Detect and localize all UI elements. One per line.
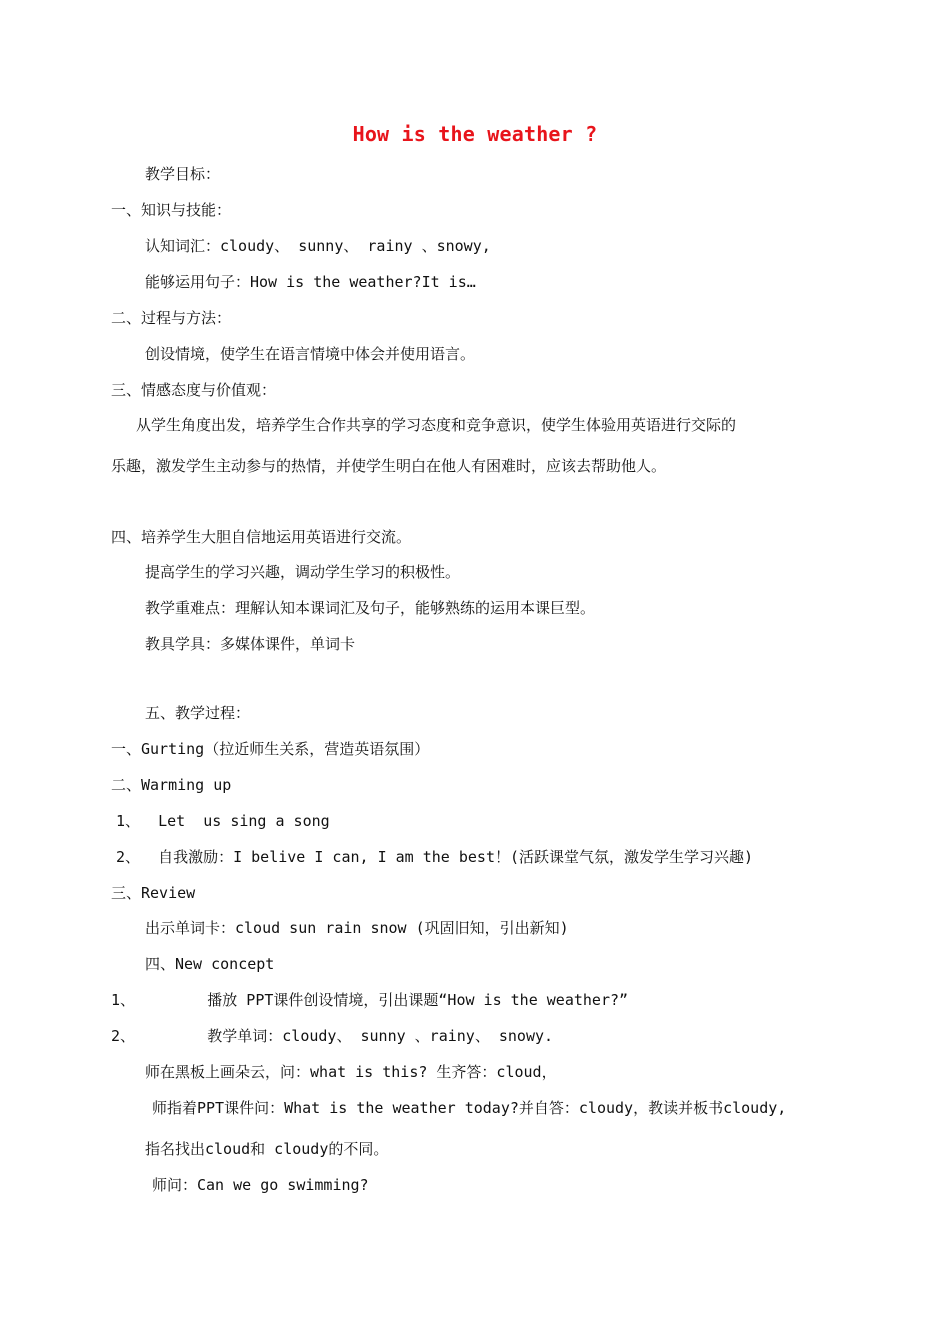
teacher-asks-swimming: 师问：Can we go swimming? [152,1176,369,1194]
find-difference-line: 指名找出cloud和 cloudy的不同。 [145,1140,389,1158]
review-text: 出示单词卡：cloud sun rain snow (巩固旧知，引出新知) [145,919,569,937]
warming-item-1: 1、 Let us sing a song [116,812,330,830]
interest-line: 提高学生的学习兴趣，调动学生学习的积极性。 [145,563,461,581]
teacher-draws-cloud: 师在黑板上画朵云，问：what is this? 生齐答：cloud， [145,1063,557,1081]
teaching-aids-line: 教具学具：多媒体课件，单词卡 [145,635,356,653]
warming-item-2: 2、 自我激励：I belive I can, I am the best！(活跃课堂气氛，激发学生学习兴趣) [116,848,754,866]
section-knowledge-skills: 一、知识与技能： [111,201,232,219]
step-new-concept: 四、New concept [145,955,275,973]
sentence-line: 能够运用句子：How is the weather?It is… [145,273,476,291]
step-greeting: 一、Gurting（拉近师生关系，营造英语氛围） [111,740,430,758]
page-title: How is the weather ? [352,122,598,146]
step-review: 三、Review [111,884,196,902]
section-process-method: 二、过程与方法： [111,309,232,327]
teaching-goals-heading: 教学目标： [145,165,221,183]
key-points-line: 教学重难点：理解认知本课词汇及句子，能够熟练的运用本课巨型。 [145,599,596,617]
emotion-values-text-2: 乐趣，激发学生主动参与的热情，并使学生明白在他人有困难时，应该去帮助他人。 [111,457,667,475]
new-concept-item-1: 1、 播放 PPT课件创设情境，引出课题“How is the weather?” [111,991,629,1009]
process-method-text: 创设情境，使学生在语言情境中体会并使用语言。 [145,345,476,363]
step-warming-up: 二、Warming up [111,776,232,794]
teacher-points-ppt: 师指着PPT课件问：What is the weather today?并自答：cloudy，教读并板书cloudy, [152,1099,787,1117]
teaching-process-heading: 五、教学过程： [145,704,251,722]
new-concept-item-2: 2、 教学单词：cloudy、 sunny 、rainy、 snowy. [111,1027,554,1045]
section-emotion-values: 三、情感态度与价值观： [111,381,277,399]
vocabulary-line: 认知词汇：cloudy、 sunny、 rainy 、snowy, [145,237,491,255]
emotion-values-text-1: 从学生角度出发，培养学生合作共享的学习态度和竞争意识，使学生体验用英语进行交际的 [136,416,737,434]
section-four: 四、培养学生大胆自信地运用英语进行交流。 [111,528,412,546]
